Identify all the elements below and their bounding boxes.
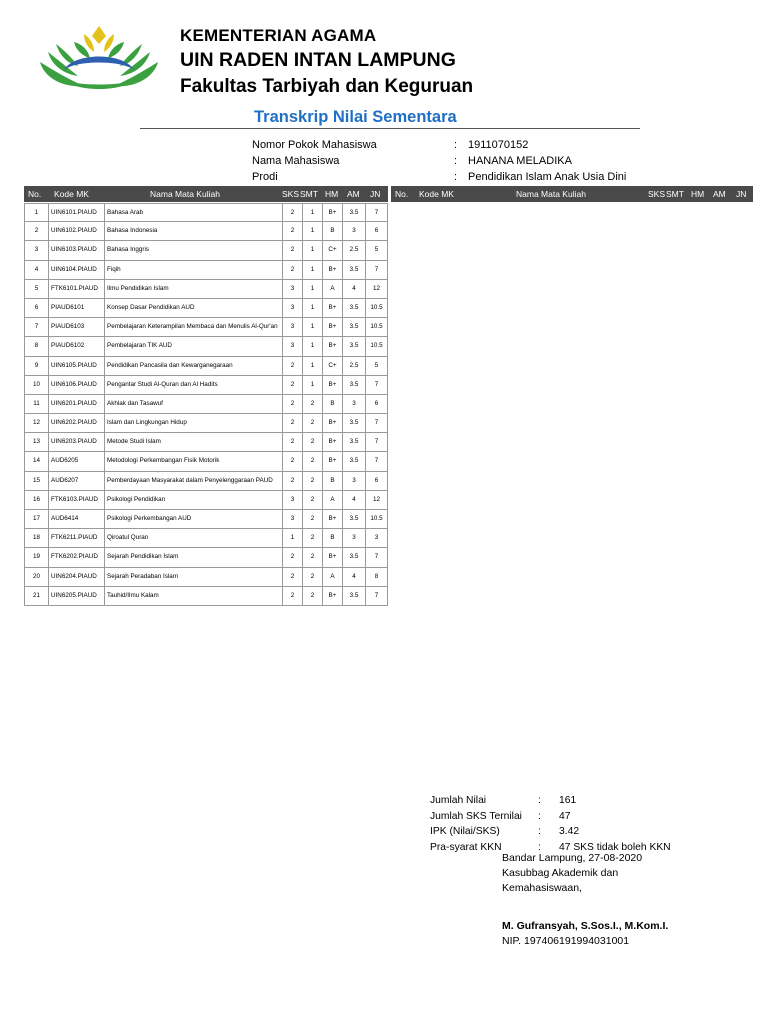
table-row [24, 222, 388, 241]
course-semester: 2 [302, 510, 322, 528]
course-no: 3 [24, 241, 48, 259]
course-name: Akhlak dan Tasawuf [104, 395, 282, 413]
course-grade-letter: B+ [322, 587, 342, 605]
course-code: UIN6203.PIAUD [48, 433, 104, 451]
course-code: UIN6201.PIAUD [48, 395, 104, 413]
course-name: Pembelajaran Keterampilan Membaca dan Menulis Al-Qur'an [104, 318, 282, 336]
university-logo [34, 22, 164, 100]
th-no: No. [395, 189, 409, 199]
course-name: Sejarah Peradaban Islam [104, 568, 282, 586]
course-name: Islam dan Lingkungan Hidup [104, 414, 282, 432]
course-grade-letter: A [322, 491, 342, 509]
course-no: 15 [24, 472, 48, 490]
course-grade-letter: B+ [322, 204, 342, 221]
course-grade-point: 3.5 [342, 452, 365, 470]
course-total-points: 10.5 [365, 299, 388, 317]
table-row [24, 414, 388, 433]
course-no: 2 [24, 222, 48, 240]
course-semester: 2 [302, 395, 322, 413]
name-value: HANANA MELADIKA [468, 155, 572, 167]
course-code: AUD6207 [48, 472, 104, 490]
faculty-name: Fakultas Tarbiyah dan Keguruan [180, 76, 474, 97]
table-header-right [391, 186, 753, 202]
th-nama: Nama Mata Kuliah [516, 189, 586, 199]
course-sks: 3 [282, 491, 302, 509]
course-grade-point: 4 [342, 280, 365, 298]
course-semester: 1 [302, 376, 322, 394]
course-grade-point: 3.5 [342, 414, 365, 432]
course-no: 21 [24, 587, 48, 605]
course-grade-point: 3.5 [342, 318, 365, 336]
course-no: 19 [24, 548, 48, 566]
nim-colon: : [454, 139, 458, 151]
course-grade-point: 3.5 [342, 510, 365, 528]
table-row [24, 529, 388, 548]
course-total-points: 12 [365, 491, 388, 509]
th-hm: HM [691, 189, 705, 199]
course-grade-point: 3.5 [342, 337, 365, 355]
course-grade-letter: A [322, 568, 342, 586]
signature-place-date: Bandar Lampung, 27-08-2020 [502, 852, 643, 864]
course-name: Pendidikan Pancasila dan Kewarganegaraan [104, 357, 282, 375]
course-grade-point: 3.5 [342, 204, 365, 221]
course-grade-point: 3.5 [342, 433, 365, 451]
course-total-points: 7 [365, 548, 388, 566]
course-no: 20 [24, 568, 48, 586]
course-code: UIN6204.PIAUD [48, 568, 104, 586]
course-grade-letter: C+ [322, 357, 342, 375]
course-name: Fiqih [104, 261, 282, 279]
jumlah-nilai-colon: : [538, 795, 541, 806]
ipk-colon: : [538, 826, 541, 837]
course-no: 12 [24, 414, 48, 432]
course-total-points: 6 [365, 395, 388, 413]
course-code: UIN6104.PIAUD [48, 261, 104, 279]
course-no: 10 [24, 376, 48, 394]
course-sks: 3 [282, 318, 302, 336]
course-no: 6 [24, 299, 48, 317]
th-jn: JN [736, 189, 747, 199]
course-name: Metodologi Perkembangan Fisik Motorik [104, 452, 282, 470]
course-semester: 1 [302, 318, 322, 336]
course-grade-letter: C+ [322, 241, 342, 259]
course-code: PIAUD6101 [48, 299, 104, 317]
th-no: No. [28, 189, 42, 199]
course-grade-point: 2.5 [342, 241, 365, 259]
table-row [24, 491, 388, 510]
table-row [24, 261, 388, 280]
th-hm: HM [325, 189, 339, 199]
course-semester: 1 [302, 204, 322, 221]
course-total-points: 10.5 [365, 318, 388, 336]
course-semester: 2 [302, 491, 322, 509]
course-code: AUD6414 [48, 510, 104, 528]
course-grade-letter: B+ [322, 261, 342, 279]
course-sks: 2 [282, 472, 302, 490]
course-grade-letter: B+ [322, 337, 342, 355]
course-name: Bahasa Arab [104, 204, 282, 221]
course-semester: 1 [302, 222, 322, 240]
course-semester: 1 [302, 357, 322, 375]
university-name: UIN RADEN INTAN LAMPUNG [180, 49, 456, 71]
th-smt: SMT [666, 189, 684, 199]
course-name: Bahasa Inggris [104, 241, 282, 259]
jumlah-sks-colon: : [538, 810, 541, 822]
course-grade-letter: B+ [322, 376, 342, 394]
course-grade-point: 2.5 [342, 357, 365, 375]
course-sks: 2 [282, 414, 302, 432]
th-kode: Kode MK [54, 189, 89, 199]
jumlah-sks-value: 47 [559, 810, 571, 822]
course-semester: 1 [302, 280, 322, 298]
course-grade-point: 3.5 [342, 299, 365, 317]
prodi-label: Prodi [252, 171, 278, 183]
course-sks: 1 [282, 529, 302, 547]
nim-label: Nomor Pokok Mahasiswa [252, 139, 377, 151]
table-row [24, 299, 388, 318]
course-code: AUD6205 [48, 452, 104, 470]
kkn-value: 47 SKS tidak boleh KKN [559, 841, 671, 853]
course-sks: 2 [282, 261, 302, 279]
course-sks: 2 [282, 568, 302, 586]
course-grade-letter: B+ [322, 414, 342, 432]
course-grade-letter: B+ [322, 548, 342, 566]
course-no: 16 [24, 491, 48, 509]
course-total-points: 7 [365, 433, 388, 451]
course-total-points: 6 [365, 472, 388, 490]
course-name: Psikologi Pendidikan [104, 491, 282, 509]
title-divider [140, 128, 640, 129]
course-code: UIN6106.PIAUD [48, 376, 104, 394]
ministry-name: KEMENTERIAN AGAMA [180, 26, 377, 45]
course-name: Bahasa Indonesia [104, 222, 282, 240]
course-total-points: 5 [365, 357, 388, 375]
course-grade-point: 4 [342, 491, 365, 509]
jumlah-nilai-label: Jumlah Nilai [430, 795, 487, 806]
course-total-points: 7 [365, 376, 388, 394]
course-grade-point: 3.5 [342, 587, 365, 605]
course-total-points: 7 [365, 261, 388, 279]
table-row [24, 568, 388, 587]
name-colon: : [454, 155, 458, 167]
th-am: AM [713, 189, 726, 199]
course-name: Ilmu Pendidikan Islam [104, 280, 282, 298]
course-grade-letter: B+ [322, 433, 342, 451]
jumlah-nilai-value: 161 [559, 795, 577, 806]
course-grade-point: 3 [342, 222, 365, 240]
course-code: FTK6101.PIAUD [48, 280, 104, 298]
course-sks: 2 [282, 357, 302, 375]
course-code: UIN6103.PIAUD [48, 241, 104, 259]
table-row [24, 376, 388, 395]
course-semester: 2 [302, 452, 322, 470]
table-header-left [24, 186, 388, 202]
course-total-points: 7 [365, 204, 388, 221]
course-total-points: 10.5 [365, 510, 388, 528]
course-no: 17 [24, 510, 48, 528]
course-sks: 2 [282, 587, 302, 605]
course-sks: 2 [282, 222, 302, 240]
course-grade-point: 3.5 [342, 548, 365, 566]
course-sks: 3 [282, 299, 302, 317]
course-no: 11 [24, 395, 48, 413]
course-grade-letter: B+ [322, 452, 342, 470]
table-row [24, 510, 388, 529]
course-total-points: 12 [365, 280, 388, 298]
prodi-value: Pendidikan Islam Anak Usia Dini [468, 171, 627, 183]
course-no: 9 [24, 357, 48, 375]
course-total-points: 3 [365, 529, 388, 547]
course-code: UIN6205.PIAUD [48, 587, 104, 605]
course-name: Pengantar Studi Al-Quran dan Al Hadits [104, 376, 282, 394]
course-total-points: 7 [365, 452, 388, 470]
course-name: Pembelajaran TIK AUD [104, 337, 282, 355]
course-total-points: 7 [365, 414, 388, 432]
course-name: Konsep Dasar Pendidikan AUD [104, 299, 282, 317]
course-total-points: 7 [365, 587, 388, 605]
table-row [24, 472, 388, 491]
course-sks: 2 [282, 376, 302, 394]
course-semester: 2 [302, 587, 322, 605]
course-name: Qiroatul Quran [104, 529, 282, 547]
course-no: 4 [24, 261, 48, 279]
course-grade-letter: B+ [322, 510, 342, 528]
course-code: FTK6103.PIAUD [48, 491, 104, 509]
course-no: 5 [24, 280, 48, 298]
th-sks: SKS [648, 189, 666, 199]
course-sks: 2 [282, 433, 302, 451]
course-table-body [24, 203, 388, 606]
course-code: UIN6202.PIAUD [48, 414, 104, 432]
course-semester: 2 [302, 529, 322, 547]
course-name: Pemberdayaan Masyarakat dalam Penyelenggaraan PAUD [104, 472, 282, 490]
course-code: PIAUD6103 [48, 318, 104, 336]
course-no: 18 [24, 529, 48, 547]
table-row [24, 433, 388, 452]
course-name: Sejarah Pendidikan Islam [104, 548, 282, 566]
course-code: UIN6102.PIAUD [48, 222, 104, 240]
course-grade-point: 4 [342, 568, 365, 586]
course-sks: 3 [282, 510, 302, 528]
course-semester: 2 [302, 568, 322, 586]
course-grade-point: 3 [342, 472, 365, 490]
course-total-points: 5 [365, 241, 388, 259]
course-semester: 2 [302, 472, 322, 490]
course-semester: 2 [302, 548, 322, 566]
course-code: PIAUD6102 [48, 337, 104, 355]
course-no: 14 [24, 452, 48, 470]
course-sks: 2 [282, 241, 302, 259]
prodi-colon: : [454, 171, 458, 183]
table-row [24, 318, 388, 337]
course-semester: 1 [302, 241, 322, 259]
course-grade-letter: A [322, 280, 342, 298]
table-row [24, 203, 388, 222]
table-row [24, 548, 388, 567]
name-label: Nama Mahasiswa [252, 155, 340, 167]
course-grade-point: 3.5 [342, 261, 365, 279]
table-row [24, 337, 388, 356]
kkn-label: Pra-syarat KKN [430, 841, 502, 853]
course-no: 7 [24, 318, 48, 336]
signatory-nip: NIP. 197406191994031001 [502, 935, 630, 947]
course-grade-letter: B [322, 529, 342, 547]
th-kode: Kode MK [419, 189, 454, 199]
nim-value: 1911070152 [468, 139, 529, 151]
course-grade-letter: B [322, 222, 342, 240]
course-name: Metode Studi Islam [104, 433, 282, 451]
course-code: UIN6101.PIAUD [48, 204, 104, 221]
table-row [24, 395, 388, 414]
course-grade-point: 3 [342, 395, 365, 413]
course-code: FTK6202.PIAUD [48, 548, 104, 566]
th-smt: SMT [300, 189, 318, 199]
course-semester: 1 [302, 299, 322, 317]
course-sks: 2 [282, 204, 302, 221]
course-sks: 2 [282, 452, 302, 470]
course-grade-letter: B+ [322, 318, 342, 336]
course-semester: 2 [302, 414, 322, 432]
course-code: UIN6105.PIAUD [48, 357, 104, 375]
th-jn: JN [370, 189, 381, 199]
course-no: 13 [24, 433, 48, 451]
table-row [24, 587, 388, 606]
signatory-name: M. Gufransyah, S.Sos.I., M.Kom.I. [502, 920, 669, 932]
document-title: Transkrip Nilai Sementara [254, 108, 457, 126]
course-code: FTK6211.PIAUD [48, 529, 104, 547]
course-name: Psikologi Perkembangan AUD [104, 510, 282, 528]
course-semester: 1 [302, 337, 322, 355]
course-sks: 2 [282, 548, 302, 566]
course-grade-letter: B [322, 395, 342, 413]
course-total-points: 10.5 [365, 337, 388, 355]
course-grade-letter: B [322, 472, 342, 490]
th-am: AM [347, 189, 360, 199]
signature-role-line2: Kemahasiswaan, [502, 882, 582, 894]
course-grade-point: 3.5 [342, 376, 365, 394]
kkn-colon: : [538, 841, 541, 853]
signature-role-line1: Kasubbag Akademik dan [502, 867, 619, 879]
course-sks: 3 [282, 280, 302, 298]
table-row [24, 452, 388, 471]
th-nama: Nama Mata Kuliah [150, 189, 220, 199]
th-sks: SKS [282, 189, 300, 199]
course-name: Tauhid/Ilmu Kalam [104, 587, 282, 605]
ipk-label: IPK (Nilai/SKS) [430, 826, 500, 837]
course-grade-point: 3 [342, 529, 365, 547]
table-row [24, 357, 388, 376]
course-grade-letter: B+ [322, 299, 342, 317]
course-semester: 1 [302, 261, 322, 279]
course-total-points: 8 [365, 568, 388, 586]
table-row [24, 241, 388, 260]
course-total-points: 6 [365, 222, 388, 240]
course-no: 8 [24, 337, 48, 355]
ipk-value: 3.42 [559, 826, 580, 837]
course-no: 1 [24, 204, 48, 221]
table-row [24, 280, 388, 299]
course-sks: 3 [282, 337, 302, 355]
course-sks: 2 [282, 395, 302, 413]
course-semester: 2 [302, 433, 322, 451]
jumlah-sks-label: Jumlah SKS Ternilai [430, 810, 522, 822]
